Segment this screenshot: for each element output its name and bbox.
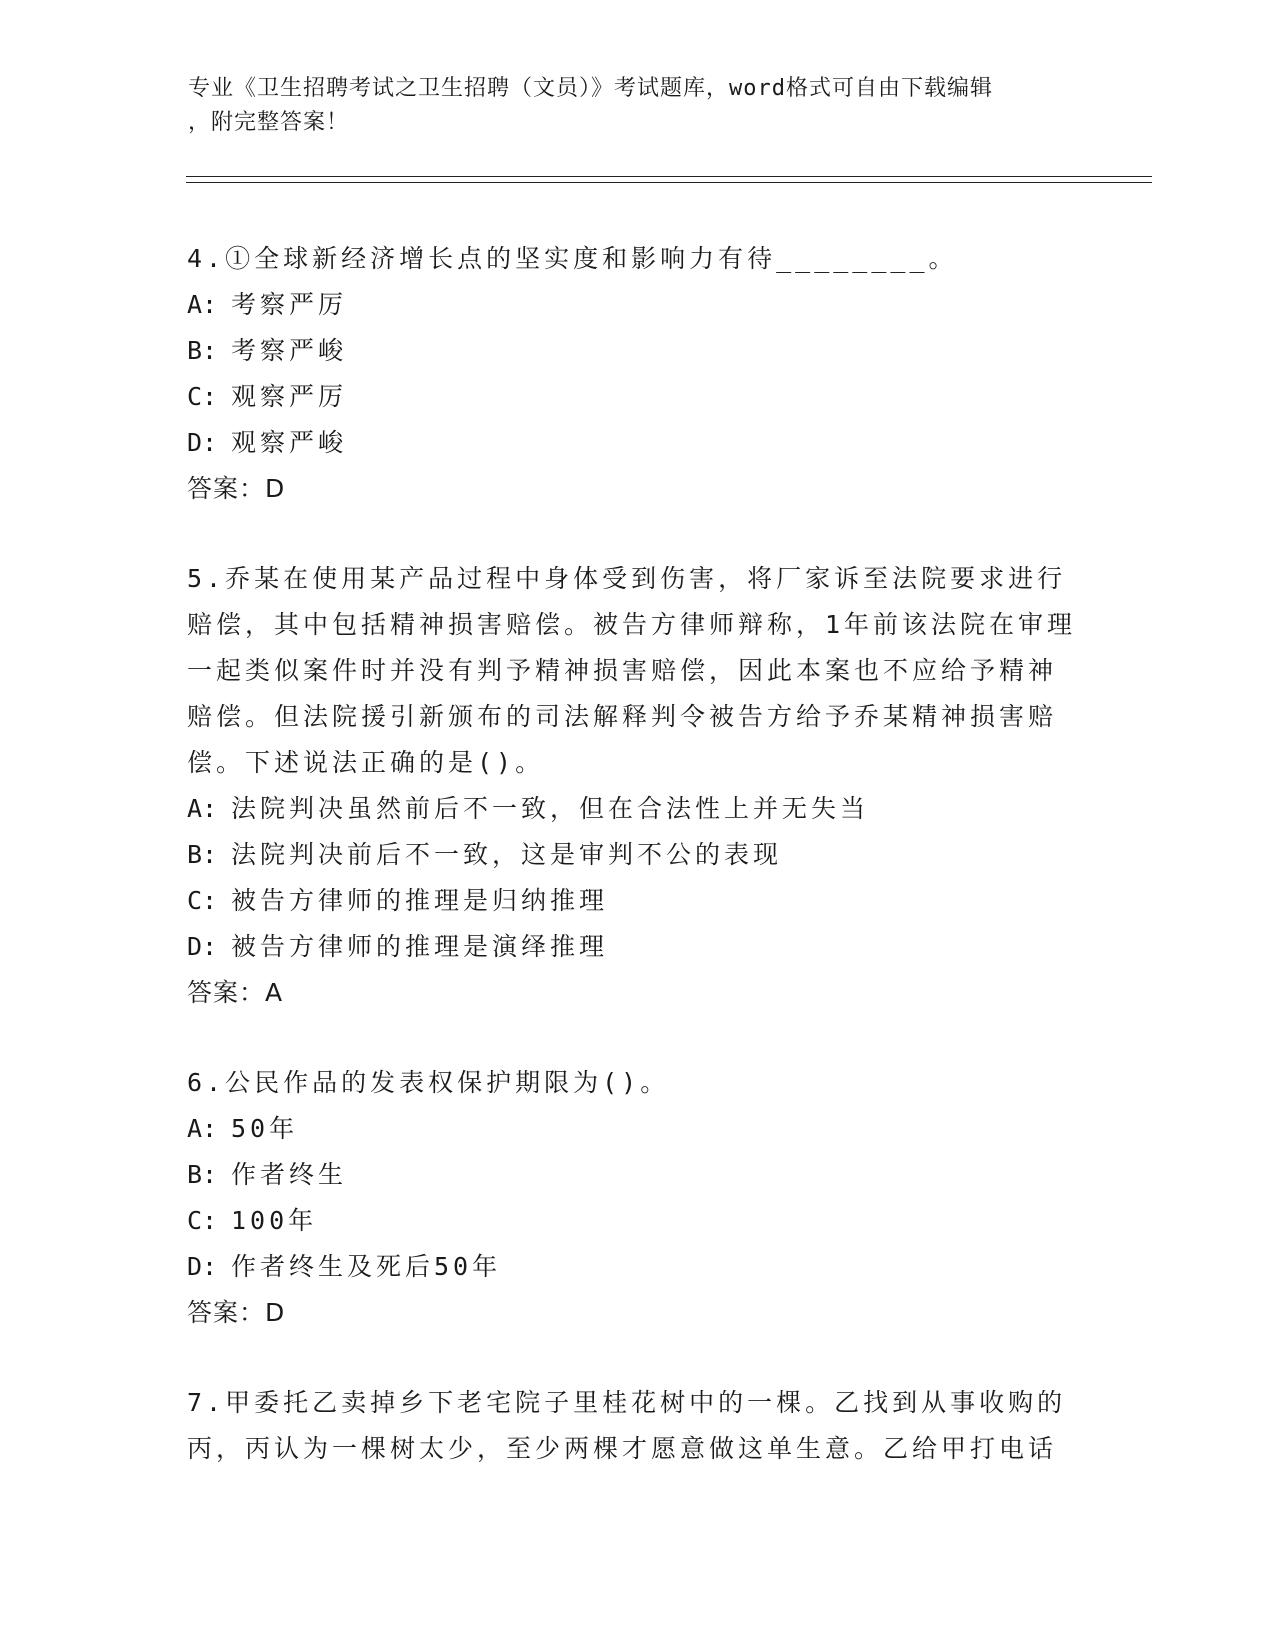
- option-c: [187, 374, 1087, 420]
- header-line-1: 专业《卫生招聘考试之卫生招聘（文员）》考试题库，word格式可自由下载编辑: [188, 76, 993, 101]
- question-stem-line: 偿。下述说法正确的是()。: [187, 748, 545, 777]
- option-letter: B:: [187, 840, 218, 869]
- option-letter: C:: [187, 886, 218, 915]
- answer-line: 答案：A: [187, 978, 284, 1007]
- question-7: [187, 1380, 1087, 1472]
- option-c: [187, 1198, 1087, 1244]
- option-a: [187, 786, 1087, 832]
- option-letter: C:: [187, 1206, 218, 1235]
- question-4: [187, 236, 1087, 512]
- option-text: 被告方律师的推理是演绎推理: [231, 932, 609, 961]
- option-d: [187, 924, 1087, 970]
- option-letter: D:: [187, 1252, 218, 1281]
- option-text: 作者终生及死后50年: [231, 1252, 502, 1281]
- option-text: 法院判决虽然前后不一致，但在合法性上并无失当: [231, 794, 870, 823]
- option-b: [187, 832, 1087, 878]
- option-letter: A:: [187, 290, 218, 319]
- question-5: [187, 556, 1087, 1016]
- option-c: [187, 878, 1087, 924]
- answer-line: 答案：D: [187, 474, 286, 503]
- option-letter: A:: [187, 1114, 218, 1143]
- option-letter: B:: [187, 1160, 218, 1189]
- question-stem-line: 赔偿，其中包括精神损害赔偿。被告方律师辩称，1年前该法院在审理: [187, 610, 1077, 639]
- option-text: 考察严厉: [231, 290, 348, 319]
- question-stem-line: 7.甲委托乙卖掉乡下老宅院子里桂花树中的一棵。乙找到从事收购的: [187, 1388, 1067, 1417]
- option-text: 观察严峻: [231, 428, 348, 457]
- question-stem-line: 丙，丙认为一棵树太少，至少两棵才愿意做这单生意。乙给甲打电话: [187, 1434, 1058, 1463]
- question-list: [187, 236, 1087, 1516]
- header-divider-top: [186, 176, 1152, 177]
- option-letter: A:: [187, 794, 218, 823]
- option-text: 50年: [231, 1114, 299, 1143]
- option-b: [187, 1152, 1087, 1198]
- option-a: [187, 1106, 1087, 1152]
- header-line-2: ，附完整答案！: [188, 110, 350, 135]
- option-letter: B:: [187, 336, 218, 365]
- option-d: [187, 420, 1087, 466]
- option-text: 被告方律师的推理是归纳推理: [231, 886, 609, 915]
- option-b: [187, 328, 1087, 374]
- option-a: [187, 282, 1087, 328]
- question-stem-line: 一起类似案件时并没有判予精神损害赔偿，因此本案也不应给予精神: [187, 656, 1058, 685]
- option-text: 考察严峻: [231, 336, 348, 365]
- question-stem-line: 5.乔某在使用某产品过程中身体受到伤害，将厂家诉至法院要求进行: [187, 564, 1067, 593]
- question-stem: 6.公民作品的发表权保护期限为()。: [187, 1068, 670, 1097]
- document-header: [188, 72, 1078, 140]
- option-letter: C:: [187, 382, 218, 411]
- option-d: [187, 1244, 1087, 1290]
- header-divider-bottom: [186, 182, 1152, 183]
- option-text: 法院判决前后不一致，这是审判不公的表现: [231, 840, 783, 869]
- option-letter: D:: [187, 932, 218, 961]
- option-text: 作者终生: [231, 1160, 348, 1189]
- answer-line: 答案：D: [187, 1298, 286, 1327]
- option-text: 观察严厉: [231, 382, 348, 411]
- question-stem-line: 赔偿。但法院援引新颁布的司法解释判令被告方给予乔某精神损害赔: [187, 702, 1058, 731]
- option-text: 100年: [231, 1206, 318, 1235]
- question-stem: 4.①全球新经济增长点的坚实度和影响力有待________。: [187, 244, 958, 273]
- option-letter: D:: [187, 428, 218, 457]
- question-6: [187, 1060, 1087, 1336]
